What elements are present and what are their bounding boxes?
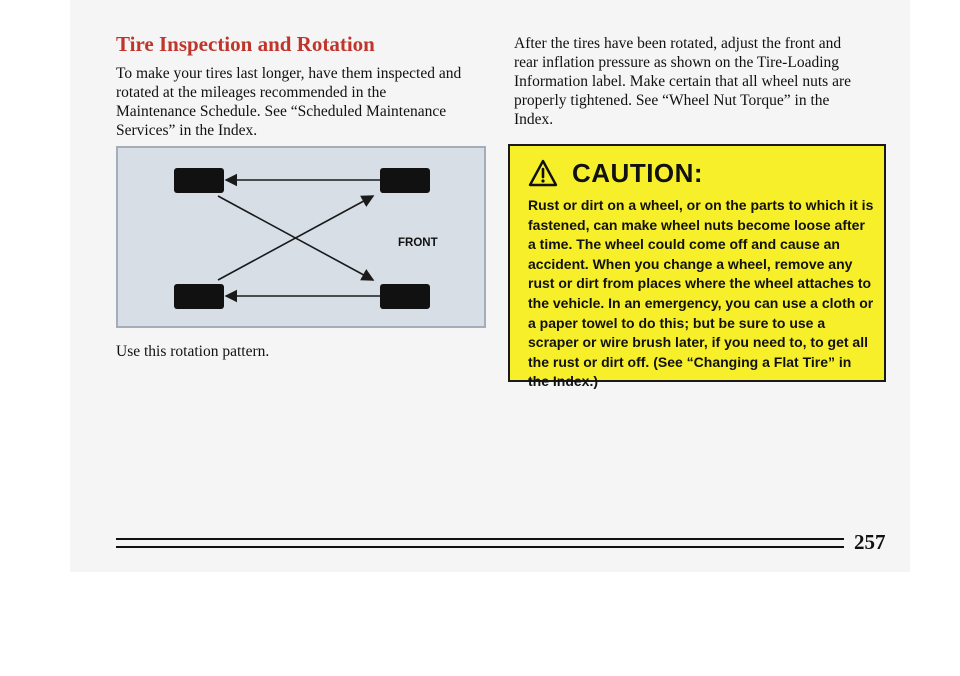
rotation-pattern-svg: [118, 148, 484, 326]
warning-triangle-icon: [528, 159, 558, 187]
tire-rear-right: [174, 284, 224, 309]
footer-rule-bottom: [116, 546, 844, 548]
caution-title: CAUTION:: [572, 157, 704, 188]
front-label: FRONT: [398, 237, 438, 249]
intro-paragraph: To make your tires last longer, have them inspected and rotated at the mileages recommended in the Maintenance Schedule. See “Scheduled Maintenance Services” in the Index.: [116, 65, 462, 139]
footer-rule-top: [116, 538, 844, 540]
tire-rear-left: [174, 168, 224, 193]
section-title: Tire Inspection and Rotation: [116, 32, 375, 56]
caution-box: [508, 144, 886, 390]
diagram-caption: Use this rotation pattern.: [116, 343, 270, 360]
tire-front-left: [380, 168, 430, 193]
page-number: 257: [854, 530, 886, 554]
caution-text: Rust or dirt on a wheel, or on the parts to which it is fastened, can make wheel nuts become loose after a time. The wheel could come off and cause an accident. When you change a wheel, remove any rust or dirt from places where the wheel attaches to the vehicle. In an emergency, you can use a cloth or a paper towel to do this; but be sure to use a scraper or wire brush later, if you need to, to get all the rust or dirt off. (See “Changing a Flat Tire” in the Index.): [528, 197, 874, 390]
caution-header: [528, 158, 703, 188]
tire-front-right: [380, 284, 430, 309]
rotation-instructions: After the tires have been rotated, adjust the front and rear inflation pressure as shown on the Tire-Loading Information label. Make certain that all wheel nuts are properly tightened. See “Wheel Nut Torque” in the Index.: [514, 35, 851, 128]
tire-rotation-diagram: [116, 146, 486, 328]
